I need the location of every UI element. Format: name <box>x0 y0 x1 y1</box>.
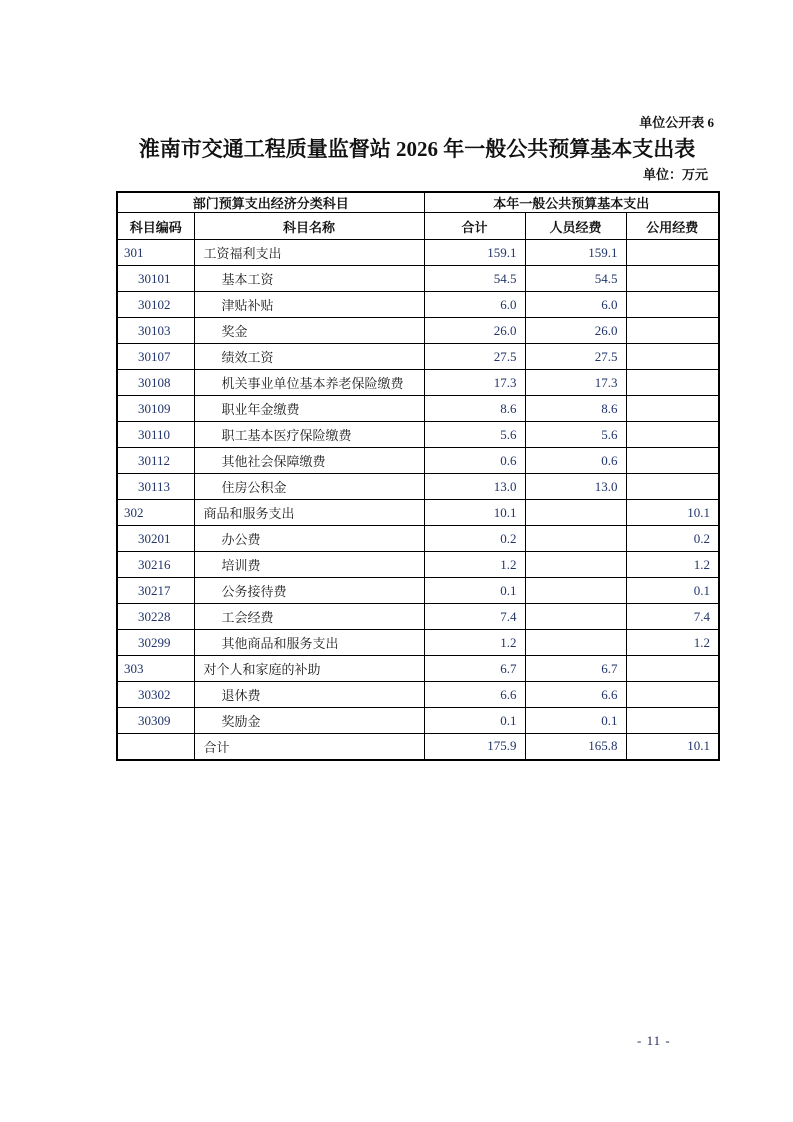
table-row <box>117 344 719 370</box>
total-cell: 6.6 <box>424 682 525 708</box>
table-body <box>117 240 719 760</box>
subject-name-cell: 培训费 <box>194 552 424 578</box>
personnel-funds-cell: 8.6 <box>525 396 626 422</box>
public-funds-cell <box>626 422 719 448</box>
subject-code-cell: 30108 <box>117 370 194 396</box>
public-funds-cell <box>626 682 719 708</box>
public-funds-cell <box>626 396 719 422</box>
subject-code-cell: 30217 <box>117 578 194 604</box>
personnel-funds-cell: 26.0 <box>525 318 626 344</box>
public-funds-cell <box>626 344 719 370</box>
subject-name-cell: 合计 <box>194 734 424 760</box>
table-row <box>117 682 719 708</box>
personnel-funds-cell <box>525 604 626 630</box>
public-funds-cell: 1.2 <box>626 630 719 656</box>
subject-code-cell: 30302 <box>117 682 194 708</box>
personnel-funds-cell: 0.6 <box>525 448 626 474</box>
subject-code-cell: 30109 <box>117 396 194 422</box>
table-row <box>117 526 719 552</box>
public-funds-cell <box>626 292 719 318</box>
table-row <box>117 474 719 500</box>
table-row <box>117 708 719 734</box>
total-cell: 175.9 <box>424 734 525 760</box>
table-row <box>117 500 719 526</box>
group-header-classification: 部门预算支出经济分类科目 <box>117 192 424 213</box>
table-label: 单位公开表 6 <box>639 115 714 130</box>
col-header-total: 合计 <box>424 213 525 240</box>
table-column-header-row <box>117 213 719 240</box>
subject-code-cell: 30309 <box>117 708 194 734</box>
subject-code-cell: 30103 <box>117 318 194 344</box>
table-row <box>117 656 719 682</box>
subject-name-cell: 其他商品和服务支出 <box>194 630 424 656</box>
subject-code-cell: 30228 <box>117 604 194 630</box>
total-cell: 0.1 <box>424 708 525 734</box>
personnel-funds-cell <box>525 500 626 526</box>
personnel-funds-cell: 6.6 <box>525 682 626 708</box>
table-row <box>117 422 719 448</box>
public-funds-cell <box>626 266 719 292</box>
subject-name-cell: 奖励金 <box>194 708 424 734</box>
public-funds-cell: 0.1 <box>626 578 719 604</box>
table-group-header-row <box>117 192 719 213</box>
subject-name-cell: 绩效工资 <box>194 344 424 370</box>
personnel-funds-cell: 0.1 <box>525 708 626 734</box>
subject-name-cell: 基本工资 <box>194 266 424 292</box>
personnel-funds-cell: 6.0 <box>525 292 626 318</box>
total-cell: 0.1 <box>424 578 525 604</box>
total-cell: 0.6 <box>424 448 525 474</box>
table-row <box>117 604 719 630</box>
subject-name-cell: 工资福利支出 <box>194 240 424 266</box>
subject-name-cell: 职业年金缴费 <box>194 396 424 422</box>
subject-name-cell: 住房公积金 <box>194 474 424 500</box>
subject-code-cell: 30110 <box>117 422 194 448</box>
subject-code-cell: 30299 <box>117 630 194 656</box>
subject-code-cell <box>117 734 194 760</box>
total-cell: 1.2 <box>424 552 525 578</box>
subject-name-cell: 对个人和家庭的补助 <box>194 656 424 682</box>
public-funds-cell: 0.2 <box>626 526 719 552</box>
table-row <box>117 266 719 292</box>
total-cell: 6.7 <box>424 656 525 682</box>
public-funds-cell <box>626 240 719 266</box>
personnel-funds-cell <box>525 578 626 604</box>
public-funds-cell: 10.1 <box>626 500 719 526</box>
subject-code-cell: 30102 <box>117 292 194 318</box>
personnel-funds-cell: 159.1 <box>525 240 626 266</box>
total-cell: 13.0 <box>424 474 525 500</box>
subject-name-cell: 公务接待费 <box>194 578 424 604</box>
subject-code-cell: 30107 <box>117 344 194 370</box>
subject-code-cell: 301 <box>117 240 194 266</box>
public-funds-cell: 1.2 <box>626 552 719 578</box>
subject-code-cell: 30112 <box>117 448 194 474</box>
public-funds-cell: 7.4 <box>626 604 719 630</box>
public-funds-cell <box>626 474 719 500</box>
total-cell: 26.0 <box>424 318 525 344</box>
personnel-funds-cell <box>525 630 626 656</box>
subject-code-cell: 30113 <box>117 474 194 500</box>
total-cell: 27.5 <box>424 344 525 370</box>
public-funds-cell: 10.1 <box>626 734 719 760</box>
personnel-funds-cell: 5.6 <box>525 422 626 448</box>
personnel-funds-cell <box>525 552 626 578</box>
subject-name-cell: 职工基本医疗保险缴费 <box>194 422 424 448</box>
group-header-basic-expenditure: 本年一般公共预算基本支出 <box>424 192 719 213</box>
table-row <box>117 578 719 604</box>
subject-name-cell: 工会经费 <box>194 604 424 630</box>
total-cell: 54.5 <box>424 266 525 292</box>
table-row <box>117 448 719 474</box>
col-header-subject-code: 科目编码 <box>117 213 194 240</box>
table-row <box>117 630 719 656</box>
unit-note: 单位：万元 <box>642 167 708 182</box>
subject-name-cell: 办公费 <box>194 526 424 552</box>
total-cell: 8.6 <box>424 396 525 422</box>
total-cell: 0.2 <box>424 526 525 552</box>
total-cell: 10.1 <box>424 500 525 526</box>
total-cell: 6.0 <box>424 292 525 318</box>
subject-code-cell: 302 <box>117 500 194 526</box>
table-row <box>117 370 719 396</box>
personnel-funds-cell: 13.0 <box>525 474 626 500</box>
subject-name-cell: 退休费 <box>194 682 424 708</box>
col-header-subject-name: 科目名称 <box>194 213 424 240</box>
total-cell: 5.6 <box>424 422 525 448</box>
subject-code-cell: 303 <box>117 656 194 682</box>
personnel-funds-cell: 54.5 <box>525 266 626 292</box>
personnel-funds-cell: 165.8 <box>525 734 626 760</box>
page-number: - 11 - <box>637 1033 671 1048</box>
col-header-public-funds: 公用经费 <box>626 213 719 240</box>
table-row <box>117 318 719 344</box>
personnel-funds-cell: 6.7 <box>525 656 626 682</box>
total-cell: 159.1 <box>424 240 525 266</box>
public-funds-cell <box>626 370 719 396</box>
personnel-funds-cell: 17.3 <box>525 370 626 396</box>
total-cell: 7.4 <box>424 604 525 630</box>
subject-name-cell: 机关事业单位基本养老保险缴费 <box>194 370 424 396</box>
public-funds-cell <box>626 318 719 344</box>
subject-name-cell: 津贴补贴 <box>194 292 424 318</box>
personnel-funds-cell: 27.5 <box>525 344 626 370</box>
public-funds-cell <box>626 708 719 734</box>
total-cell: 1.2 <box>424 630 525 656</box>
table-row <box>117 292 719 318</box>
table-row <box>117 552 719 578</box>
budget-table <box>116 191 720 761</box>
subject-name-cell: 奖金 <box>194 318 424 344</box>
subject-code-cell: 30216 <box>117 552 194 578</box>
public-funds-cell <box>626 656 719 682</box>
table-row <box>117 734 719 760</box>
personnel-funds-cell <box>525 526 626 552</box>
subject-code-cell: 30201 <box>117 526 194 552</box>
subject-name-cell: 商品和服务支出 <box>194 500 424 526</box>
subject-name-cell: 其他社会保障缴费 <box>194 448 424 474</box>
total-cell: 17.3 <box>424 370 525 396</box>
document-page <box>116 115 718 761</box>
public-funds-cell <box>626 448 719 474</box>
col-header-personnel-funds: 人员经费 <box>525 213 626 240</box>
table-row <box>117 396 719 422</box>
subject-code-cell: 30101 <box>117 266 194 292</box>
table-row <box>117 240 719 266</box>
page-title: 淮南市交通工程质量监督站 2026 年一般公共预算基本支出表 <box>138 137 696 161</box>
